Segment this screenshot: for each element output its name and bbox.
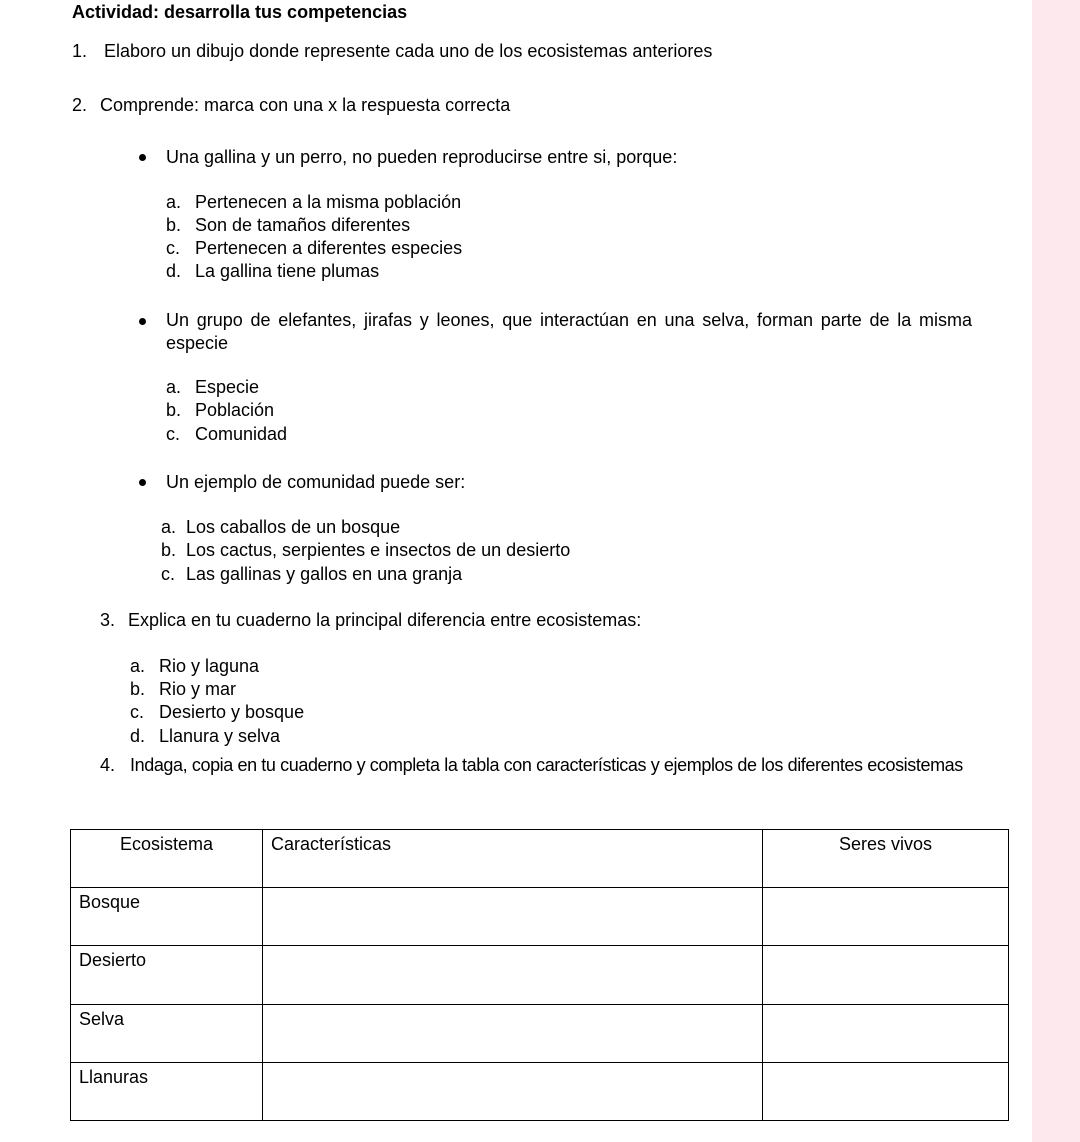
q2-item3-option-b[interactable]: Los cactus, serpientes e insectos de un desierto xyxy=(186,540,571,560)
q2-number: 2. xyxy=(72,95,88,115)
q1-number: 1. xyxy=(72,41,88,61)
q2-item1-statement: Una gallina y un perro, no pueden reproducirse entre si, porque: xyxy=(166,147,678,167)
table-row xyxy=(71,1062,1009,1120)
q2-item1-option-d[interactable]: La gallina tiene plumas xyxy=(195,261,380,281)
bullet-icon xyxy=(139,479,146,486)
cell-seres-vivos[interactable] xyxy=(763,946,1009,1004)
q2-item2-option-b[interactable]: Población xyxy=(195,400,275,420)
table-header-row xyxy=(71,830,1009,888)
option-letter: d. xyxy=(166,261,182,281)
table-row xyxy=(71,1004,1009,1062)
table-row xyxy=(71,888,1009,946)
option-letter: a. xyxy=(130,656,146,676)
option-letter: b. xyxy=(166,400,182,420)
cell-seres-vivos[interactable] xyxy=(763,888,1009,946)
cell-ecosistema: Selva xyxy=(71,1004,263,1062)
q2-item2-option-a[interactable]: Especie xyxy=(195,377,260,397)
q2-item2-option-c[interactable]: Comunidad xyxy=(195,424,288,444)
cell-ecosistema: Llanuras xyxy=(71,1062,263,1120)
option-letter: a. xyxy=(166,192,182,212)
q3-option-a: Rio y laguna xyxy=(159,656,260,676)
header-ecosistema: Ecosistema xyxy=(71,830,263,888)
page-title: Actividad: desarrolla tus competencias xyxy=(72,2,408,22)
ecosystem-table xyxy=(70,829,1009,1121)
option-letter: b. xyxy=(130,679,146,699)
cell-caracteristicas[interactable] xyxy=(263,1004,763,1062)
q2-item3-option-a[interactable]: Los caballos de un bosque xyxy=(186,517,401,537)
q4-text: Indaga, copia en tu cuaderno y completa la tabla con características y ejemplos de los diferentes ecosistemas xyxy=(130,755,963,775)
q2-item3-option-c[interactable]: Las gallinas y gallos en una granja xyxy=(186,564,463,584)
option-letter: b. xyxy=(161,540,177,560)
option-letter: a. xyxy=(161,517,177,537)
q2-item2-statement: Un grupo de elefantes, jirafas y leones, que interactúan en una selva, forman parte de la misma especie xyxy=(166,310,972,353)
option-letter: b. xyxy=(166,215,182,235)
q2-item3-statement: Un ejemplo de comunidad puede ser: xyxy=(166,472,466,492)
option-letter: c. xyxy=(166,424,181,444)
q3-text: Explica en tu cuaderno la principal diferencia entre ecosistemas: xyxy=(128,610,642,630)
q2-text: Comprende: marca con una x la respuesta correcta xyxy=(100,95,511,115)
cell-caracteristicas[interactable] xyxy=(263,1062,763,1120)
q3-option-c: Desierto y bosque xyxy=(159,702,305,722)
q3-number: 3. xyxy=(100,610,116,630)
q2-item1-option-a[interactable]: Pertenecen a la misma población xyxy=(195,192,462,212)
cell-ecosistema: Bosque xyxy=(71,888,263,946)
option-letter: c. xyxy=(161,564,176,584)
option-letter: c. xyxy=(166,238,181,258)
bullet-icon xyxy=(139,318,146,325)
q1-text: Elaboro un dibujo donde represente cada uno de los ecosistemas anteriores xyxy=(104,41,713,61)
option-letter: d. xyxy=(130,726,146,746)
q2-item1-option-b[interactable]: Son de tamaños diferentes xyxy=(195,215,411,235)
bullet-icon xyxy=(139,154,146,161)
header-seres-vivos: Seres vivos xyxy=(763,830,1009,888)
q3-option-d: Llanura y selva xyxy=(159,726,281,746)
cell-ecosistema: Desierto xyxy=(71,946,263,1004)
cell-caracteristicas[interactable] xyxy=(263,946,763,1004)
cell-caracteristicas[interactable] xyxy=(263,888,763,946)
q3-option-b: Rio y mar xyxy=(159,679,237,699)
cell-seres-vivos[interactable] xyxy=(763,1004,1009,1062)
q2-item1-option-c[interactable]: Pertenecen a diferentes especies xyxy=(195,238,463,258)
option-letter: c. xyxy=(130,702,145,722)
option-letter: a. xyxy=(166,377,182,397)
table-row xyxy=(71,946,1009,1004)
cell-seres-vivos[interactable] xyxy=(763,1062,1009,1120)
header-caracteristicas: Características xyxy=(263,830,763,888)
q4-number: 4. xyxy=(100,755,116,775)
